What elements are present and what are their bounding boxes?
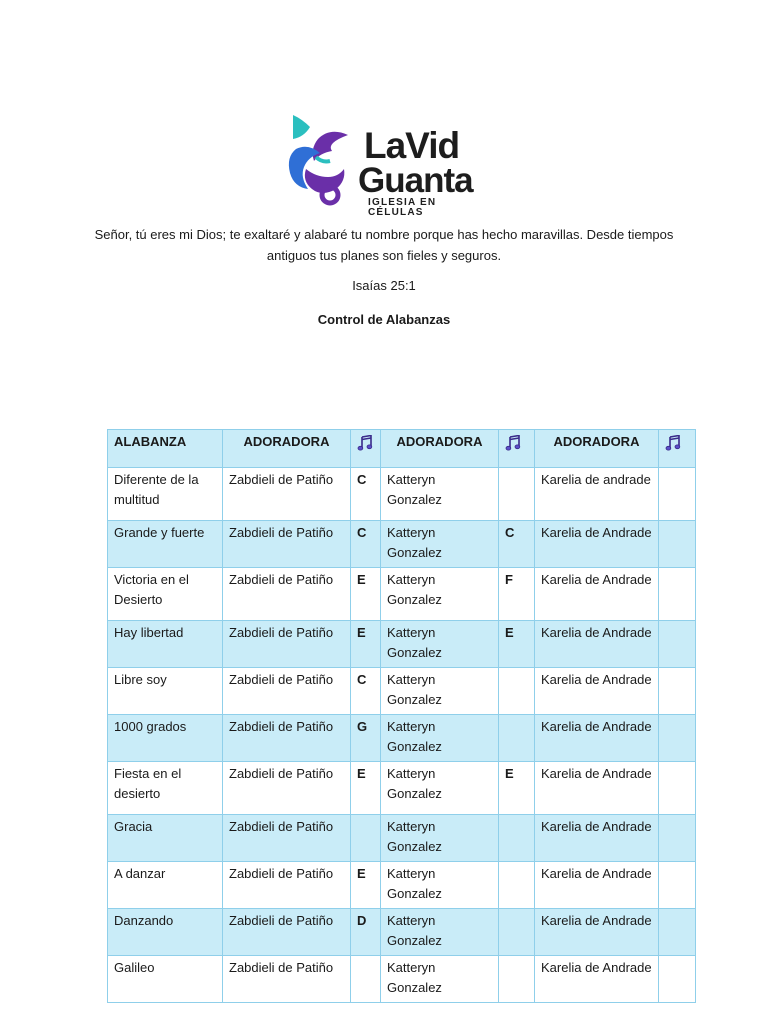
worshipper-1-cell: Zabdieli de Patiño bbox=[223, 909, 351, 956]
header-worshipper-1: ADORADORA bbox=[223, 430, 351, 468]
key-2-cell: E bbox=[499, 762, 535, 815]
worshipper-1-cell: Zabdieli de Patiño bbox=[223, 621, 351, 668]
key-1-cell: C bbox=[351, 521, 381, 568]
key-2-cell bbox=[499, 956, 535, 1003]
header-worshipper-3: ADORADORA bbox=[535, 430, 659, 468]
music-note-icon bbox=[505, 435, 521, 451]
key-1-cell: D bbox=[351, 909, 381, 956]
key-1-cell: E bbox=[351, 762, 381, 815]
key-3-cell bbox=[659, 762, 696, 815]
music-note-icon bbox=[357, 435, 373, 451]
key-2-cell bbox=[499, 715, 535, 762]
table-row bbox=[108, 862, 696, 909]
table-header-row bbox=[108, 430, 696, 468]
logo-line-2: Guanta bbox=[358, 161, 473, 200]
worshipper-1-cell: Zabdieli de Patiño bbox=[223, 668, 351, 715]
key-1-cell: E bbox=[351, 568, 381, 621]
worshipper-3-cell: Karelia de Andrade bbox=[535, 521, 659, 568]
worshipper-3-cell: Karelia de andrade bbox=[535, 468, 659, 521]
worshipper-3-cell: Karelia de Andrade bbox=[535, 956, 659, 1003]
worshipper-2-cell: Katteryn Gonzalez bbox=[381, 668, 499, 715]
key-3-cell bbox=[659, 909, 696, 956]
song-cell: Gracia bbox=[108, 815, 223, 862]
key-1-cell bbox=[351, 956, 381, 1003]
table-row bbox=[108, 621, 696, 668]
song-cell: A danzar bbox=[108, 862, 223, 909]
table-row bbox=[108, 909, 696, 956]
song-cell: Grande y fuerte bbox=[108, 521, 223, 568]
key-1-cell bbox=[351, 815, 381, 862]
key-2-cell bbox=[499, 815, 535, 862]
table-row bbox=[108, 815, 696, 862]
worshipper-1-cell: Zabdieli de Patiño bbox=[223, 568, 351, 621]
worshipper-1-cell: Zabdieli de Patiño bbox=[223, 468, 351, 521]
header-key-1 bbox=[351, 430, 381, 468]
worshipper-2-cell: Katteryn Gonzalez bbox=[381, 956, 499, 1003]
worshipper-2-cell: Katteryn Gonzalez bbox=[381, 815, 499, 862]
table-row bbox=[108, 668, 696, 715]
key-3-cell bbox=[659, 715, 696, 762]
worshipper-1-cell: Zabdieli de Patiño bbox=[223, 815, 351, 862]
worshipper-1-cell: Zabdieli de Patiño bbox=[223, 956, 351, 1003]
church-logo bbox=[286, 113, 486, 218]
worshipper-3-cell: Karelia de Andrade bbox=[535, 668, 659, 715]
song-cell: Victoria en el Desierto bbox=[108, 568, 223, 621]
worshipper-2-cell: Katteryn Gonzalez bbox=[381, 762, 499, 815]
key-2-cell bbox=[499, 909, 535, 956]
key-1-cell: C bbox=[351, 468, 381, 521]
key-2-cell bbox=[499, 468, 535, 521]
header-worshipper-2: ADORADORA bbox=[381, 430, 499, 468]
worshipper-1-cell: Zabdieli de Patiño bbox=[223, 521, 351, 568]
table-row bbox=[108, 762, 696, 815]
key-2-cell: C bbox=[499, 521, 535, 568]
worshipper-2-cell: Katteryn Gonzalez bbox=[381, 909, 499, 956]
worshipper-2-cell: Katteryn Gonzalez bbox=[381, 862, 499, 909]
worshipper-2-cell: Katteryn Gonzalez bbox=[381, 715, 499, 762]
song-cell: Diferente de la multitud bbox=[108, 468, 223, 521]
grape-leaf-icon bbox=[286, 113, 366, 213]
logo-line-1: LaVid bbox=[364, 125, 460, 166]
worshipper-3-cell: Karelia de Andrade bbox=[535, 568, 659, 621]
header-song: ALABANZA bbox=[108, 430, 223, 468]
key-3-cell bbox=[659, 521, 696, 568]
key-2-cell bbox=[499, 862, 535, 909]
song-cell: Danzando bbox=[108, 909, 223, 956]
worshipper-2-cell: Katteryn Gonzalez bbox=[381, 621, 499, 668]
worshipper-3-cell: Karelia de Andrade bbox=[535, 762, 659, 815]
key-2-cell: F bbox=[499, 568, 535, 621]
key-1-cell: E bbox=[351, 862, 381, 909]
key-2-cell: E bbox=[499, 621, 535, 668]
table-row bbox=[108, 956, 696, 1003]
verse-reference: Isaías 25:1 bbox=[352, 278, 416, 293]
key-1-cell: E bbox=[351, 621, 381, 668]
key-3-cell bbox=[659, 621, 696, 668]
key-3-cell bbox=[659, 668, 696, 715]
key-1-cell: G bbox=[351, 715, 381, 762]
key-3-cell bbox=[659, 956, 696, 1003]
worshipper-2-cell: Katteryn Gonzalez bbox=[381, 568, 499, 621]
key-3-cell bbox=[659, 568, 696, 621]
key-3-cell bbox=[659, 468, 696, 521]
key-1-cell: C bbox=[351, 668, 381, 715]
header-key-2 bbox=[499, 430, 535, 468]
song-cell: Fiesta en el desierto bbox=[108, 762, 223, 815]
worshipper-2-cell: Katteryn Gonzalez bbox=[381, 468, 499, 521]
worshipper-2-cell: Katteryn Gonzalez bbox=[381, 521, 499, 568]
worshipper-1-cell: Zabdieli de Patiño bbox=[223, 715, 351, 762]
table-row bbox=[108, 568, 696, 621]
worshipper-3-cell: Karelia de Andrade bbox=[535, 621, 659, 668]
music-note-icon bbox=[665, 435, 681, 451]
worship-control-table bbox=[107, 429, 696, 1003]
worshipper-3-cell: Karelia de Andrade bbox=[535, 909, 659, 956]
key-2-cell bbox=[499, 668, 535, 715]
worshipper-3-cell: Karelia de Andrade bbox=[535, 862, 659, 909]
key-3-cell bbox=[659, 815, 696, 862]
key-3-cell bbox=[659, 862, 696, 909]
worshipper-3-cell: Karelia de Andrade bbox=[535, 715, 659, 762]
song-cell: Libre soy bbox=[108, 668, 223, 715]
worshipper-1-cell: Zabdieli de Patiño bbox=[223, 862, 351, 909]
table-row bbox=[108, 521, 696, 568]
header-key-3 bbox=[659, 430, 696, 468]
worshipper-3-cell: Karelia de Andrade bbox=[535, 815, 659, 862]
song-cell: Hay libertad bbox=[108, 621, 223, 668]
bible-verse: Señor, tú eres mi Dios; te exaltaré y alabaré tu nombre porque has hecho maravillas. Desde tiempos antiguos tus planes son fieles y seguros. bbox=[94, 227, 674, 263]
worshipper-1-cell: Zabdieli de Patiño bbox=[223, 762, 351, 815]
table-row bbox=[108, 468, 696, 521]
logo-tagline: IGLESIA EN CÉLULAS bbox=[368, 197, 437, 218]
document-title: Control de Alabanzas bbox=[317, 312, 451, 327]
song-cell: Galileo bbox=[108, 956, 223, 1003]
table-row bbox=[108, 715, 696, 762]
song-cell: 1000 grados bbox=[108, 715, 223, 762]
